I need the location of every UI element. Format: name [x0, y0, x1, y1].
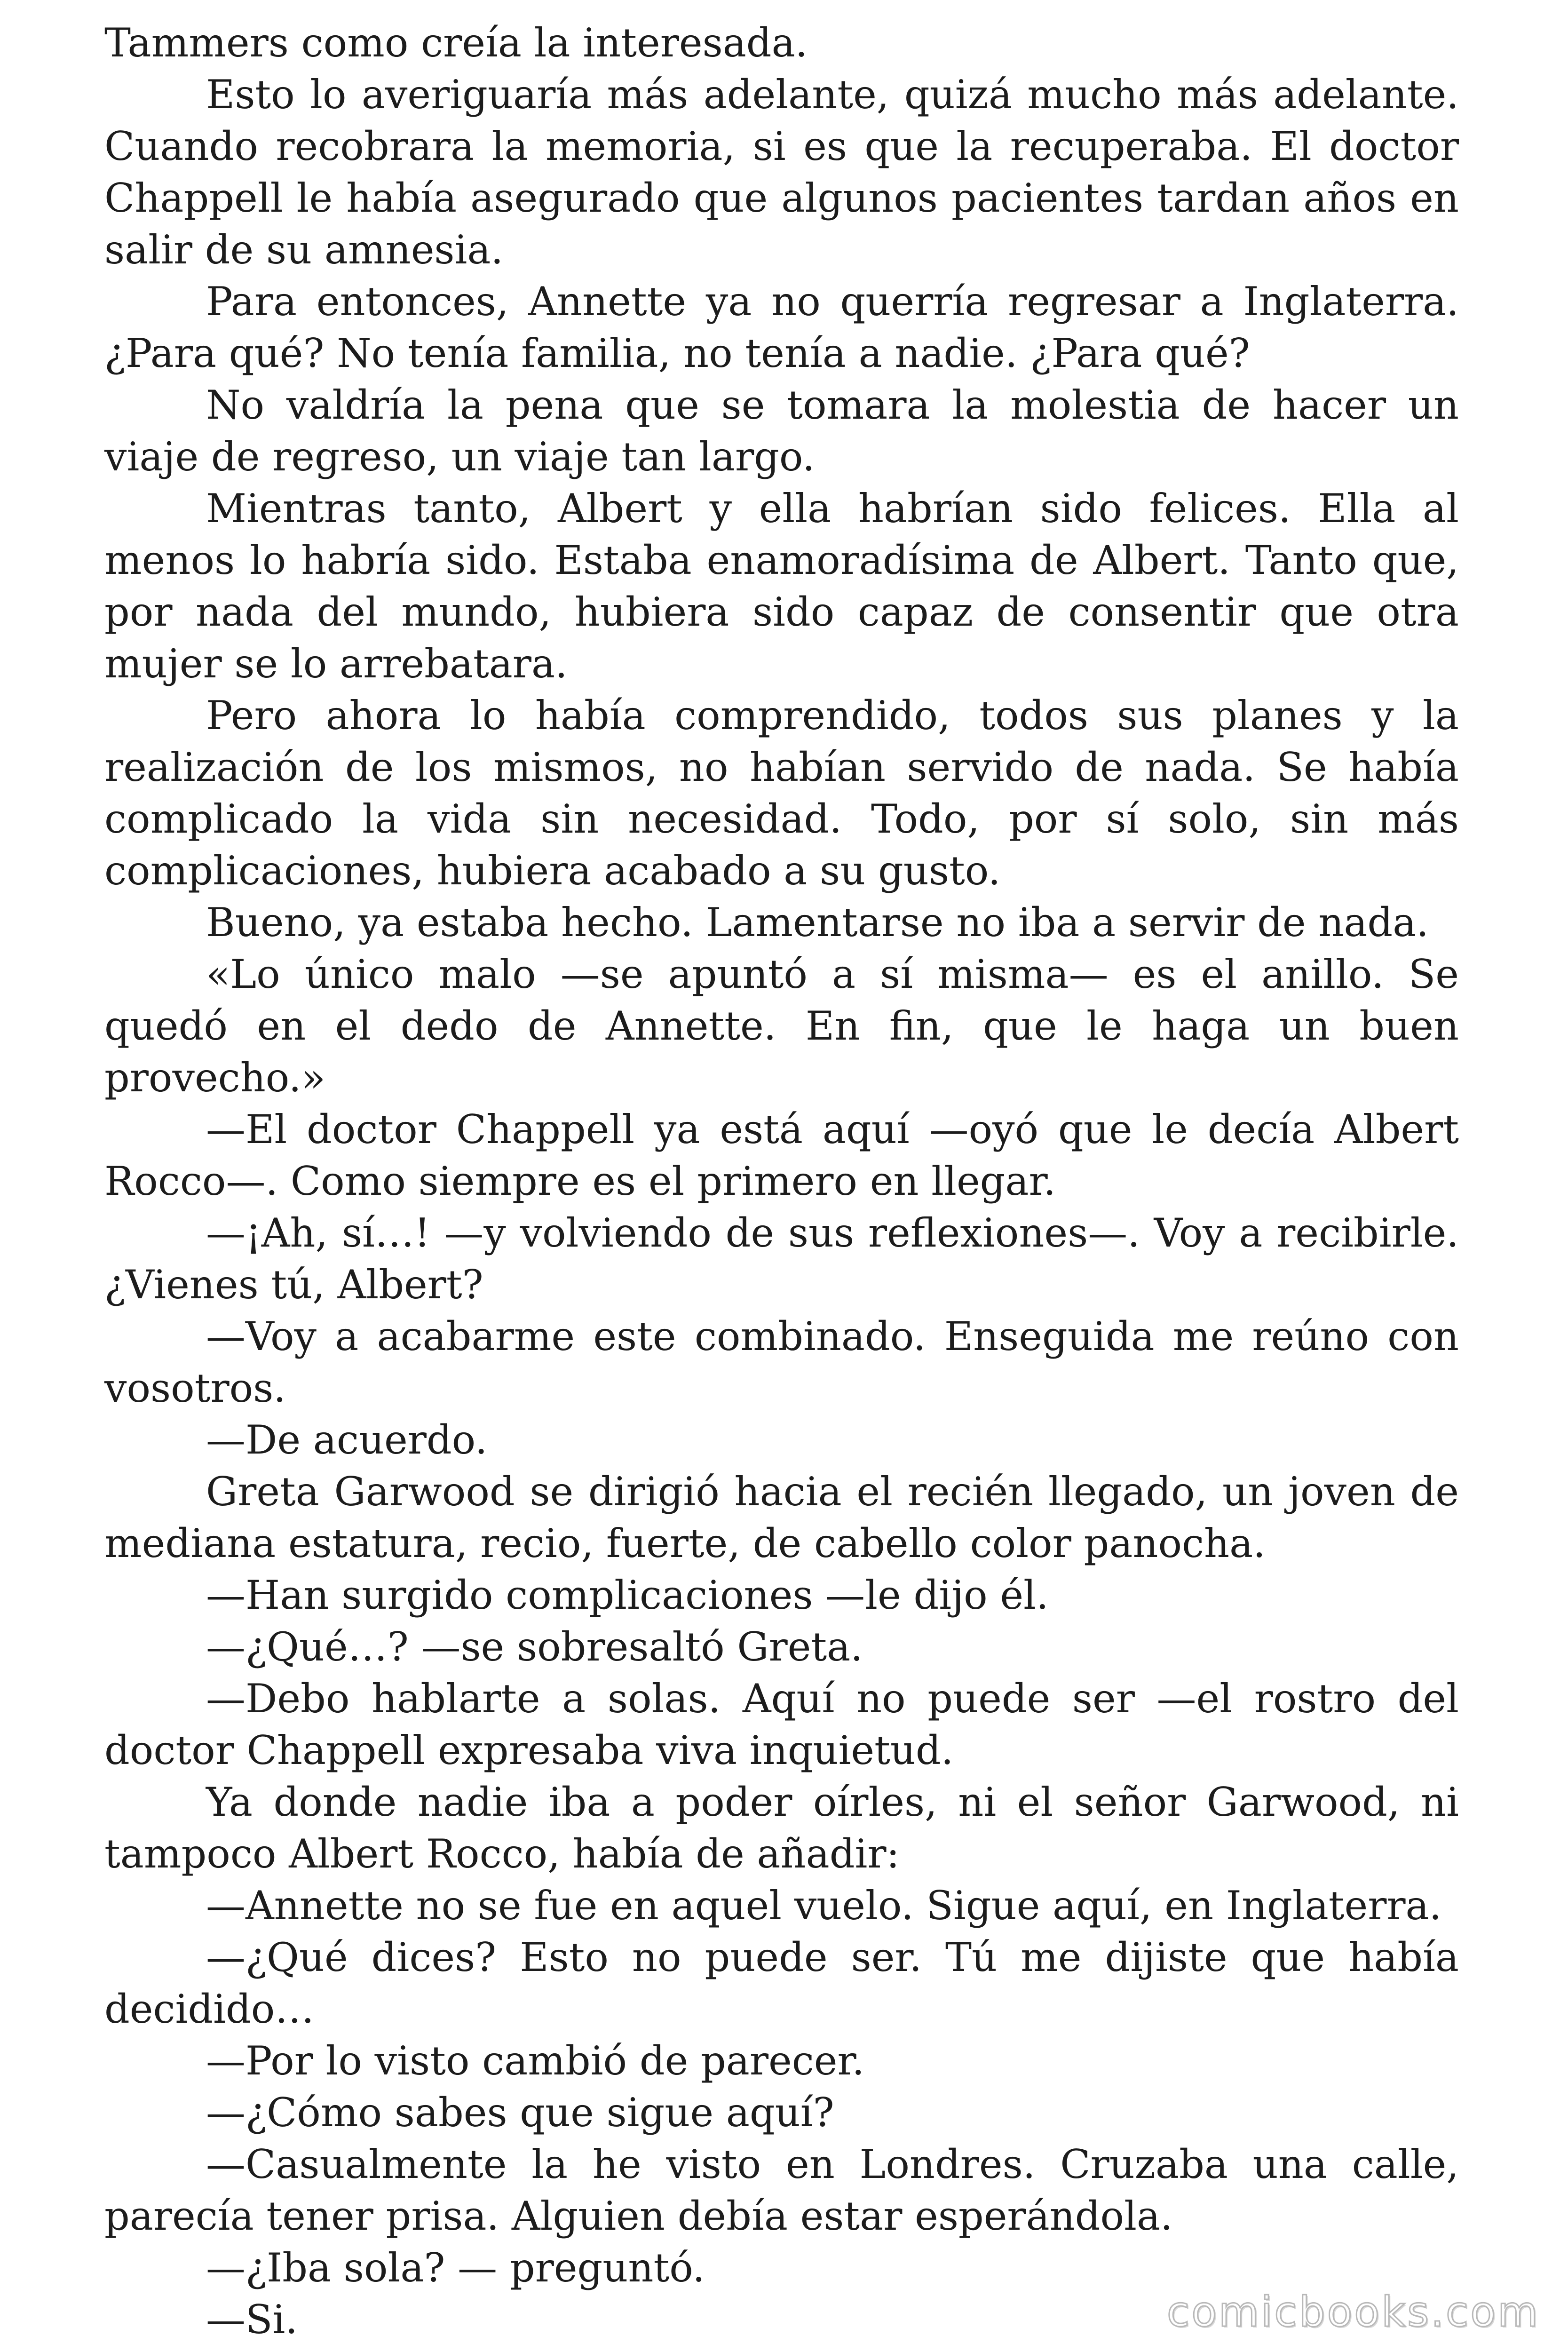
- paragraph-19: —¿Qué dices? Esto no puede ser. Tú me dijiste que había decidido…: [104, 1934, 1459, 2032]
- paragraph-24: —Si.: [206, 2296, 298, 2343]
- paragraph-3: Para entonces, Annette ya no querría regresar a Inglaterra. ¿Para qué? No tenía familia, no tenía a nadie. ¿Para qué?: [104, 278, 1459, 376]
- paragraph-6: Pero ahora lo había comprendido, todos sus planes y la realización de los mismos, no habían servido de nada. Se había complicado la vida sin necesidad. Todo, por sí solo, sin más complicaciones, hubiera acabado a su gusto.: [104, 692, 1459, 894]
- paragraph-17: Ya donde nadie iba a poder oírles, ni el señor Garwood, ni tampoco Albert Rocco, había de añadir:: [104, 1779, 1459, 1877]
- watermark: comicbooks.com: [1166, 2288, 1540, 2336]
- paragraph-2: Esto lo averiguaría más adelante, quizá mucho más adelante. Cuando recobrara la memoria, si es que la recuperaba. El doctor Chappell le había asegurado que algunos pacientes tardan años en salir de su amnesia.: [104, 72, 1459, 273]
- paragraph-20: —Por lo visto cambió de parecer.: [206, 2038, 865, 2084]
- paragraph-4: No valdría la pena que se tomara la molestia de hacer un viaje de regreso, un viaje tan largo.: [104, 382, 1459, 480]
- paragraph-9: —El doctor Chappell ya está aquí —oyó que le decía Albert Rocco—. Como siempre es el primero en llegar.: [104, 1106, 1459, 1204]
- paragraph-23: —¿Iba sola? — preguntó.: [206, 2245, 705, 2291]
- paragraph-14: —Han surgido complicaciones —le dijo él.: [206, 1572, 1049, 1618]
- paragraph-8: «Lo único malo —se apuntó a sí misma— es el anillo. Se quedó en el dedo de Annette. En fin, que le haga un buen provecho.»: [104, 951, 1459, 1101]
- paragraph-12: —De acuerdo.: [206, 1417, 488, 1463]
- paragraph-18: —Annette no se fue en aquel vuelo. Sigue aquí, en Inglaterra.: [206, 1883, 1442, 1929]
- paragraph-22: —Casualmente la he visto en Londres. Cruzaba una calle, parecía tener prisa. Alguien debía estar esperándola.: [104, 2141, 1459, 2239]
- paragraph-7: Bueno, ya estaba hecho. Lamentarse no iba a servir de nada.: [206, 899, 1429, 946]
- paragraph-5: Mientras tanto, Albert y ella habrían sido felices. Ella al menos lo habría sido. Estaba enamoradísima de Albert. Tanto que, por nada del mundo, hubiera sido capaz de consentir que otra mujer se lo arrebatara.: [104, 485, 1459, 687]
- page-body-text: [104, 17, 1459, 2345]
- paragraph-1: Tammers como creía la interesada.: [104, 20, 808, 66]
- paragraph-21: —¿Cómo sabes que sigue aquí?: [206, 2090, 834, 2136]
- paragraph-15: —¿Qué…? —se sobresaltó Greta.: [206, 1624, 863, 1670]
- paragraph-10: —¡Ah, sí…! —y volviendo de sus reflexiones—. Voy a recibirle. ¿Vienes tú, Albert?: [104, 1210, 1459, 1308]
- paragraph-16: —Debo hablarte a solas. Aquí no puede ser —el rostro del doctor Chappell expresaba viva inquietud.: [104, 1676, 1459, 1773]
- paragraph-13: Greta Garwood se dirigió hacia el recién llegado, un joven de mediana estatura, recio, fuerte, de cabello color panocha.: [104, 1469, 1459, 1566]
- paragraph-11: —Voy a acabarme este combinado. Enseguida me reúno con vosotros.: [104, 1313, 1459, 1411]
